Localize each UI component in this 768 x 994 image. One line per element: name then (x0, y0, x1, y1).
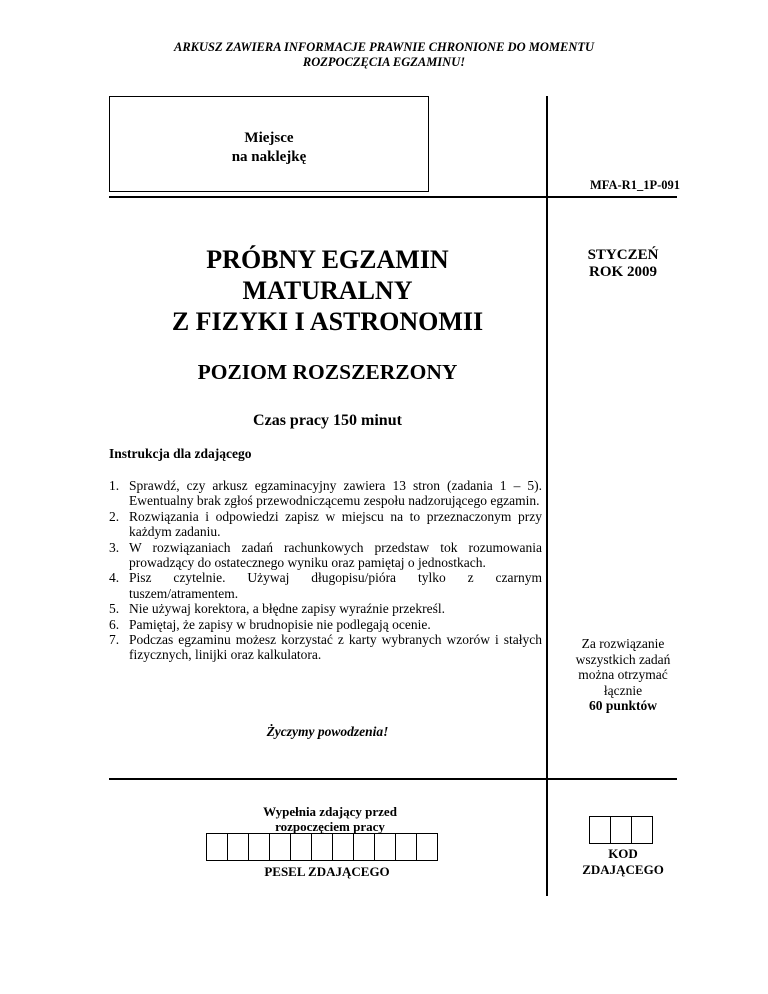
code-label-line-1: KOD (608, 846, 638, 861)
fill-in-caption (220, 804, 440, 834)
instruction-item (109, 540, 542, 571)
exam-title (109, 244, 546, 337)
bottom-divider (109, 778, 677, 780)
points-line-2: wszystkich zadań (575, 651, 671, 667)
notice-line-2: ROZPOCZĘCIA EGZAMINU! (302, 55, 466, 69)
points-total: 60 punktów (589, 698, 657, 713)
pesel-digit-cell[interactable] (311, 833, 333, 861)
sticker-line-1: Miejsce (244, 130, 294, 146)
code-digit-cell[interactable] (610, 816, 632, 844)
pesel-input[interactable] (206, 833, 438, 861)
instruction-item (109, 478, 542, 509)
points-line-1: Za rozwiązanie (581, 636, 665, 651)
exam-date (548, 247, 698, 281)
title-line-2: MATURALNY (242, 276, 413, 305)
exam-code: MFA-R1_1P-091 (589, 178, 680, 192)
instruction-item (109, 601, 542, 616)
pesel-label: PESEL ZDAJĄCEGO (264, 864, 390, 879)
date-month: STYCZEŃ (587, 247, 659, 263)
candidate-code-label (548, 846, 698, 878)
pesel-digit-cell[interactable] (353, 833, 375, 861)
code-label-line-2: ZDAJĄCEGO (582, 862, 664, 877)
pesel-digit-cell[interactable] (395, 833, 417, 861)
instruction-text: W rozwiązaniach zadań rachunkowych przedstaw tok rozumowania prowadzący do ostatecznego wyniku oraz pamiętaj o jednostkach. (129, 539, 542, 571)
instruction-item (109, 509, 542, 540)
points-line-4: łącznie (603, 682, 643, 698)
instruction-text: Nie używaj korektora, a błędne zapisy wyraźnie przekreśl. (129, 601, 445, 617)
pesel-digit-cell[interactable] (332, 833, 354, 861)
instruction-text: Pisz czytelnie. Używaj długopisu/pióra tylko z czarnym tuszem/atramentem. (129, 570, 542, 601)
pesel-digit-cell[interactable] (248, 833, 270, 861)
instruction-item (109, 570, 542, 601)
date-year: ROK 2009 (589, 264, 657, 280)
good-luck-message: Życzymy powodzenia! (266, 724, 389, 739)
instruction-item (109, 617, 542, 632)
instruction-number: 5. (109, 601, 120, 617)
pesel-digit-cell[interactable] (374, 833, 396, 861)
instructions-list (109, 478, 542, 663)
title-line-1: PRÓBNY EGZAMIN (206, 245, 449, 274)
pesel-digit-cell[interactable] (227, 833, 249, 861)
candidate-code-input[interactable] (589, 816, 653, 844)
pesel-digit-cell[interactable] (269, 833, 291, 861)
instruction-text: Pamiętaj, że zapisy w brudnopisie nie podlegają ocenie. (129, 616, 431, 632)
fill-in-line-2: rozpoczęciem pracy (275, 819, 385, 834)
sticker-line-2: na naklejkę (231, 149, 307, 165)
exam-duration: Czas pracy 150 minut (253, 412, 402, 429)
points-info (548, 636, 698, 714)
code-digit-cell[interactable] (631, 816, 653, 844)
sticker-label (110, 129, 428, 167)
instruction-item (109, 632, 542, 663)
sticker-area (109, 96, 429, 192)
exam-level: POZIOM ROZSZERZONY (197, 360, 458, 384)
notice-line-1: ARKUSZ ZAWIERA INFORMACJE PRAWNIE CHRONIONE DO MOMENTU (173, 40, 595, 54)
instruction-number: 3. (109, 539, 120, 555)
instructions-heading: Instrukcja dla zdającego (109, 446, 252, 461)
top-divider (109, 196, 677, 198)
pesel-digit-cell[interactable] (290, 833, 312, 861)
title-line-3: Z FIZYKI I ASTRONOMII (171, 307, 484, 336)
instruction-number: 2. (109, 508, 120, 524)
fill-in-line-1: Wypełnia zdający przed (263, 804, 397, 819)
instruction-number: 1. (109, 478, 120, 493)
code-digit-cell[interactable] (589, 816, 611, 844)
confidentiality-notice (120, 40, 648, 70)
pesel-digit-cell[interactable] (206, 833, 228, 861)
pesel-digit-cell[interactable] (416, 833, 438, 861)
instruction-number: 4. (109, 570, 120, 586)
instruction-text: Sprawdź, czy arkusz egzaminacyjny zawiera 13 stron (zadania 1 – 5). Ewentualny brak zgłoś przewodniczącemu zespołu nadzorującego egzamin. (129, 478, 542, 509)
instruction-number: 7. (109, 632, 120, 648)
instruction-text: Rozwiązania i odpowiedzi zapisz w miejscu na to przeznaczonym przy każdym zadaniu. (129, 508, 542, 540)
vertical-divider (546, 96, 548, 896)
points-line-3: można otrzymać (578, 667, 668, 682)
instruction-text: Podczas egzaminu możesz korzystać z karty wybranych wzorów i stałych fizycznych, linijki oraz kalkulatora. (129, 632, 542, 663)
instruction-number: 6. (109, 616, 120, 632)
